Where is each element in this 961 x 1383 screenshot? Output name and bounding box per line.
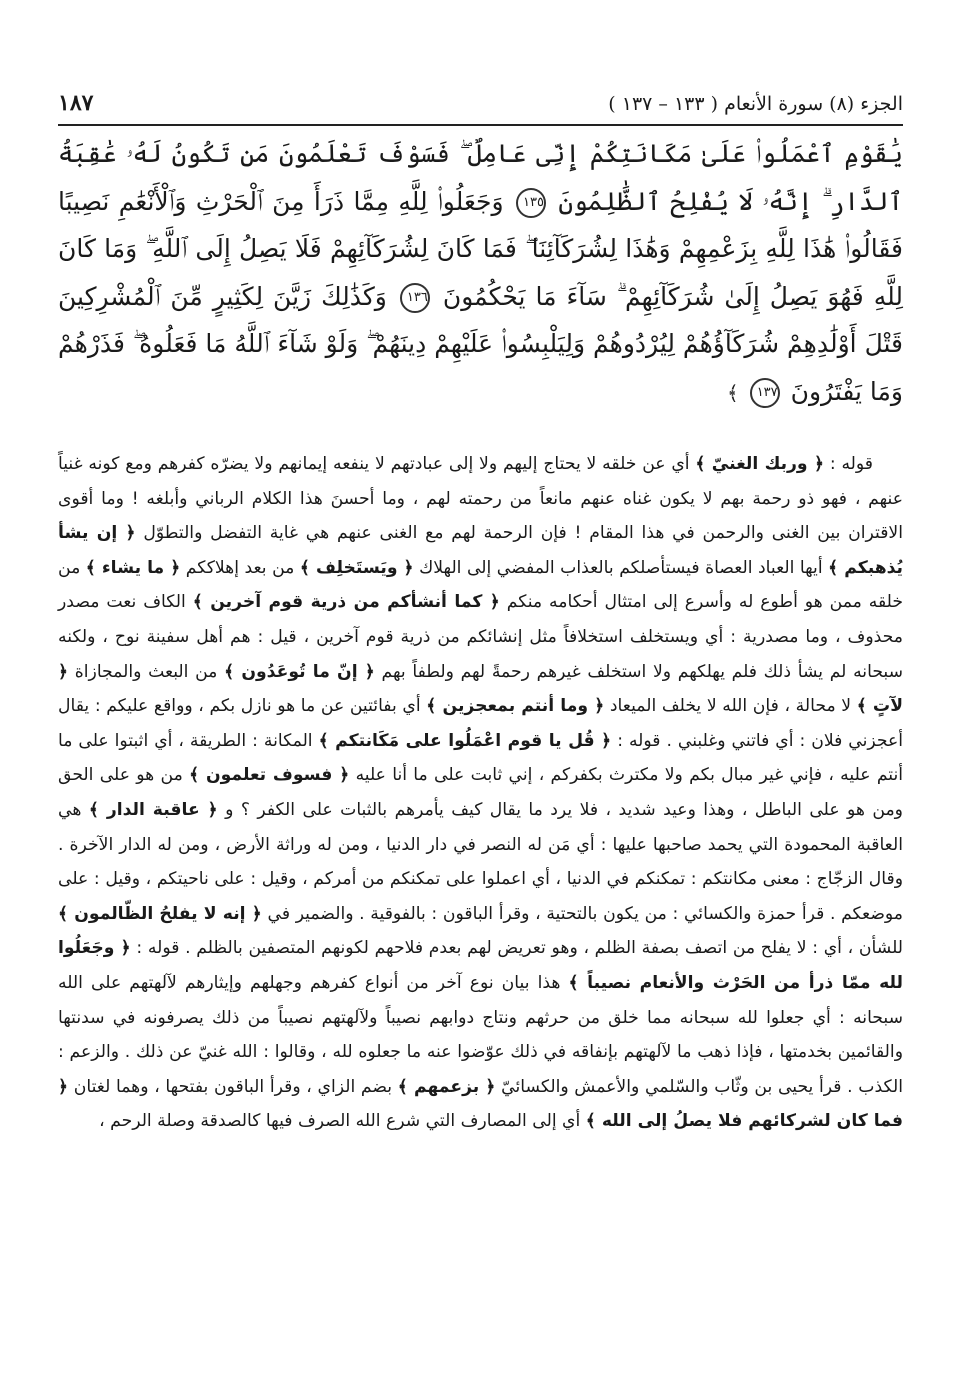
quoted-verse: ﴿ إنّ ما تُوعَدُون ﴾: [224, 661, 375, 682]
quoted-verse: ﴿ إن يشأ يُذهبكم ﴾: [58, 523, 904, 578]
quoted-verse: ﴿ بزعمهم ﴾: [397, 1076, 496, 1097]
tafsir-commentary: [58, 447, 903, 1139]
text-seg: بضم الزاي ، وقرأ الباقون بفتحها ، وهما لغتان: [68, 1076, 398, 1097]
closing-bracket-mark: ﴾: [726, 380, 739, 405]
ayah-number-135: ١٣٥: [516, 188, 546, 218]
quoted-verse: ﴿ فسوف تعلمون ﴾: [189, 765, 350, 786]
quoted-verse: ﴿ قُل يا قوم اعْمَلُوا على مَكَانتكم ﴾: [318, 730, 612, 751]
text-seg: للشأن ، أي : لا يفلح من اتصف بصفة الظلم ، وهو تعريض لهم بعدم فلاحهم لكونهم المتصفين بالظلم . قوله :: [130, 938, 903, 959]
text-seg: الكاف نعت مصدر محذوف ، وما مصدرية : أي ويستخلف استخلافاً مثل إنشائكم من ذرية قوم آخرين ، قيل : هم أهل سفينة نوح ، ولكنه سبحانه لم يشأ ذلك فلم يهلكهم ولا استخلف غيرهم رحمةً لهم ولطفاً بهم: [58, 592, 903, 682]
verse-block: [58, 130, 903, 417]
quoted-verse: ﴿ ويَستَخلِف ﴾: [299, 557, 414, 578]
tafsir-paragraph: [58, 447, 903, 1139]
text-seg: من بعد إهلاككم: [180, 557, 300, 578]
quoted-verse: ﴿ فما كان لشركائهم فلا يصلُ إلى الله ﴾: [58, 1076, 903, 1132]
verse-136-text: وَجَعَلُوا۟ لِلَّهِ مِمَّا ذَرَأَ مِنَ ٱلْحَرْثِ وَٱلْأَنْعَٰمِ نَصِيبًا فَقَالُوا۟ هَٰذَا لِلَّهِ بِزَعْمِهِمْ وَهَٰذَا لِشُرَكَآئِنَا ۖ فَمَا كَانَ لِشُرَكَآئِهِمْ فَلَا يَصِلُ إِلَى ٱللَّهِ ۖ وَمَا كَانَ لِلَّهِ فَهُوَ يَصِلُ إِلَىٰ شُرَكَآئِهِمْ ۗ سَآءَ مَا يَحْكُمُونَ: [58, 186, 903, 311]
verse-135-text: يَٰقَوْمِ ٱعْمَلُوا۟ عَلَىٰ مَكَانَتِكُمْ إِنِّى عَامِلٌ ۖ فَسَوْفَ تَعْلَمُونَ مَن تَكُونُ لَهُۥ عَٰقِبَةُ ٱلدَّارِ ۗ إِنَّهُۥ لَا يُفْلِحُ ٱلظَّٰلِمُونَ: [58, 139, 903, 216]
text-seg: أي عن خلقه لا يحتاج إليهم ولا إلى عبادتهم لا ينفعه إيمانهم ولا يضرّه كفرهم ومع كونه غنياً عنهم ، فهو ذو رحمة بهم لا يكون غناه عنهم مانعاً من رحمته لهم ، وما أحسنَ هذا الكلام الرباني وأبلغه ! وما أقوى الاقتران بين الغنى والرحمن في هذا المقام ! فإن الرحمة لهم مع الغنى عنهم هي غاية التفضل والتطوّل: [58, 454, 903, 544]
text-seg: من خلقه ممن هو أطوع له وأسرع إلى امتثال أحكامه منكم: [58, 557, 903, 613]
text-seg: من البعث والمجازاة: [68, 661, 225, 682]
quoted-verse: ﴿ وما أنتم بمعجزين ﴾: [426, 696, 605, 717]
verse-137-text: وَكَذَٰلِكَ زَيَّنَ لِكَثِيرٍ مِّنَ ٱلْمُشْرِكِينَ قَتْلَ أَوْلَٰدِهِمْ شُرَكَآؤُهُمْ لِيُرْدُوهُمْ وَلِيَلْبِسُوا۟ عَلَيْهِمْ دِينَهُمْ ۖ وَلَوْ شَآءَ ٱللَّهُ مَا فَعَلُوهُ ۖ فَذَرْهُمْ وَمَا يَفْتَرُونَ: [58, 281, 903, 406]
quoted-verse: ﴿ وربك الغنيّ ﴾: [695, 454, 825, 474]
text-seg: من هو على الحق ومن هو على الباطل ، وهذا وعيد شديد ، فلا يرد ما يقال كيف يأمرهم بالثبات على الكفر ؟ و: [58, 765, 903, 820]
text-seg: هذا بيان نوع آخر من أنواع كفرهم وجهلهم وإيثارهم لآلهتهم على الله سبحانه : أي جعلوا لله سبحانه مما خلق من حرثهم ونتاج دوابهم نصيباً ولآلهتهم نصيباً من ذلك يصرفونه في سدنتها والقائمين بخدمتها ، فإذا ذهب ما لآلهتهم بإنفاقه في ذلك عوّضوا عنه ما جعلوه لله ، وقالوا : الله غنيّ عن ذلك . والزعم : الكذب . قرأ يحيى بن وثّاب والسّلمي والأعمش والكسائيّ: [58, 972, 904, 1097]
quoted-verse: ﴿ إنه لا يفلحُ الظّالمون ﴾: [58, 903, 262, 924]
quoted-verse: ﴿ وجَعَلُوا لله ممّا ذرأ من الحَرْث والأنعام نصيباً ﴾: [58, 938, 903, 993]
quoted-verse: ﴿ عاقبة الدار ﴾: [88, 799, 218, 820]
page-header: [58, 90, 903, 126]
quoted-verse: ﴿ لآتٍ ﴾: [58, 661, 904, 717]
running-title: الجزء (٨) سورة الأنعام ( ١٣٣ – ١٣٧ ): [608, 93, 903, 115]
ayah-number-136: ١٣٦: [400, 283, 430, 313]
book-page: [58, 90, 903, 1139]
text-seg: المكانة : الطريقة ، أي اثبتوا على ما أنتم عليه ، فإني غير مبال بكم ولا مكترث بكفركم ، إني ثابت على ما أنا عليه: [58, 730, 904, 786]
text-seg: أي بفائتين عن ما هو نازل بكم ، وواقع عليكم : يقال أعجزني فلان : أي فاتني وغلبني . قوله :: [58, 696, 903, 751]
text-seg: لا محالة ، فإن الله لا يخلف الميعاد: [604, 696, 857, 717]
text-seg: أي إلى المصارف التي شرع الله الصرف فيها كالصدقة وصلة الرحم ،: [99, 1111, 586, 1132]
quoted-verse: ﴿ كما أنشأكم من ذرية قوم آخرين ﴾: [192, 592, 500, 613]
text-seg: أيها العباد العصاة فيستأصلكم بالعذاب المفضي إلى الهلاك: [413, 557, 829, 578]
text-seg: هي العاقبة المحمودة التي يحمد صاحبها عليها : أي مَن له النصر في دار الدنيا ، ومن له وراثة الأرض ، ومن له الدار الآخرة . وقال الزجّاج : معنى مكانتكم : تمكنكم في الدنيا ، أي اعملوا على تمكنكم من أمركم ، وقيل : على ناحيتكم ، وقيل : على موضعكم . قرأ حمزة والكسائي : من يكون بالتحتية ، وقرأ الباقون : بالفوقية . والضمير في: [58, 799, 903, 924]
page-number: ١٨٧: [58, 90, 94, 116]
quoted-verse: ﴿ ما يشاء ﴾: [85, 557, 181, 578]
ayah-number-137: ١٣٧: [750, 378, 780, 408]
quran-verses: [58, 130, 903, 417]
text-seg: قوله :: [824, 454, 873, 474]
